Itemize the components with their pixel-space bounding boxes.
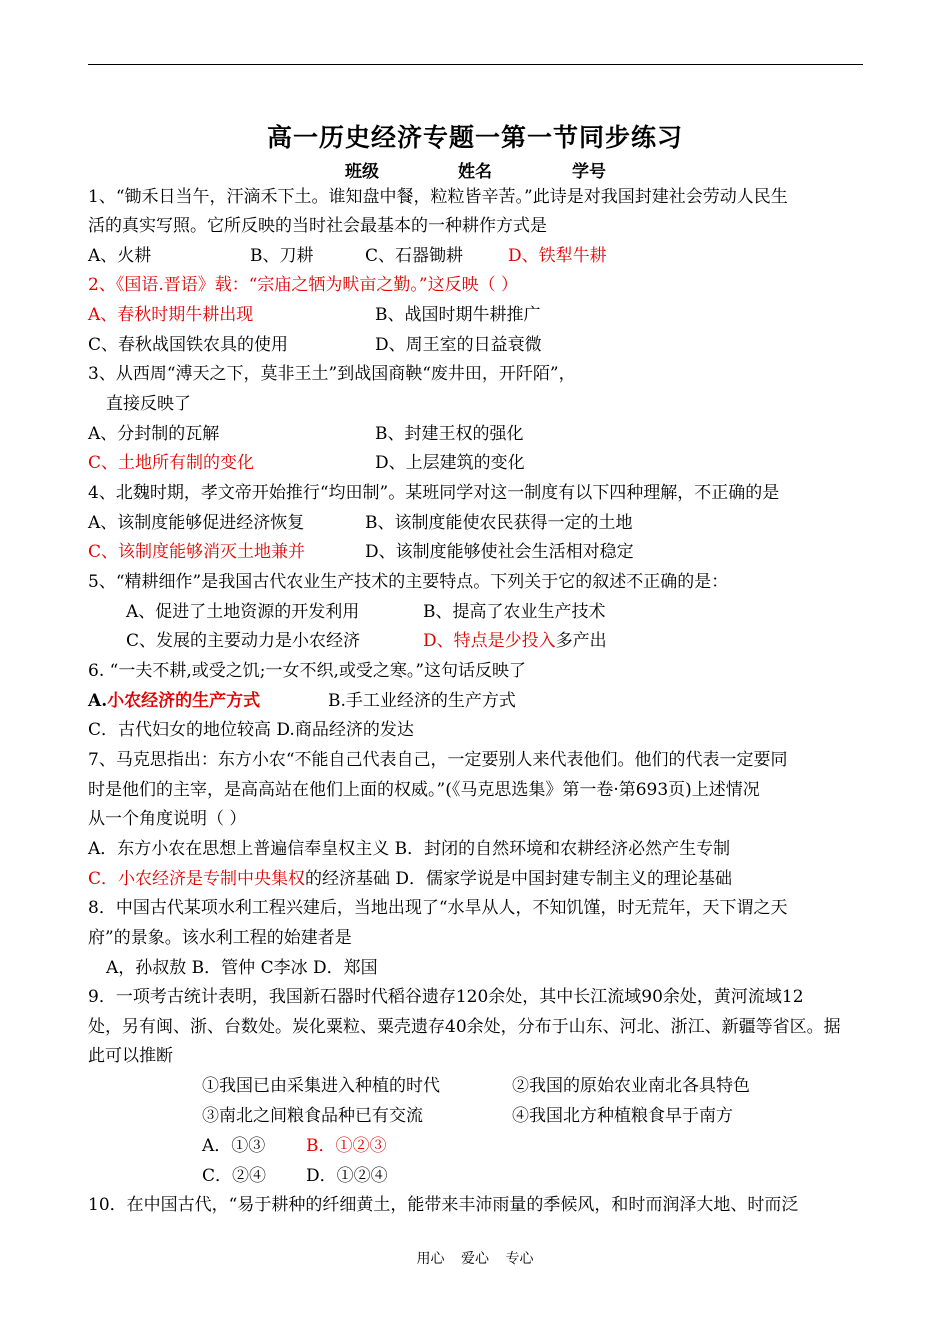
footer-word-2: 爱心 bbox=[461, 1251, 489, 1267]
q8-options: A，孙叔敖 B．管仲 C李冰 D．郑国 bbox=[106, 958, 378, 978]
footer-word-1: 用心 bbox=[416, 1251, 445, 1267]
q1-option-d-answer: D、铁犁牛耕 bbox=[508, 246, 607, 266]
q3-stem-line2: 直接反映了 bbox=[106, 394, 191, 414]
q6-option-cd: C．古代妇女的地位较高 D.商品经济的发达 bbox=[88, 720, 414, 740]
q9-statement-4: ④我国北方种植粮食早于南方 bbox=[512, 1106, 733, 1126]
q1-option-a: A、火耕 bbox=[88, 246, 152, 266]
q4-option-d: D、该制度能够使社会生活相对稳定 bbox=[365, 542, 634, 562]
q2-option-a-answer: A、春秋时期牛耕出现 bbox=[88, 305, 254, 325]
q9-stem-line3: 此可以推断 bbox=[88, 1046, 173, 1066]
q9-stem-line1: 9．一项考古统计表明，我国新石器时代稻谷遗存120余处，其中长江流域90余处，黄河流域12 bbox=[88, 987, 804, 1007]
q1-stem-line1: 1、“锄禾日当午，汗滴禾下土。谁知盘中餐，粒粒皆辛苦。”此诗是对我国封建社会劳动人民生 bbox=[88, 187, 788, 207]
q4-option-a: A、该制度能够促进经济恢复 bbox=[88, 513, 305, 533]
q5-option-a: A、促进了土地资源的开发利用 bbox=[126, 602, 360, 622]
q3-option-a: A、分封制的瓦解 bbox=[88, 424, 220, 444]
q5-option-c: C、发展的主要动力是小农经济 bbox=[126, 631, 361, 651]
q9-statement-1: ①我国已由采集进入种植的时代 bbox=[202, 1076, 440, 1096]
q9-option-a: A．①③ bbox=[202, 1136, 266, 1156]
q2-option-c: C、春秋战国铁农具的使用 bbox=[88, 335, 289, 355]
q6-stem: 6. “一夫不耕,或受之饥;一女不织,或受之寒。”这句话反映了 bbox=[88, 661, 527, 681]
q5-option-d-answer: D、特点是少投入 bbox=[423, 631, 556, 651]
q7-option-cd bbox=[88, 868, 732, 890]
q2-option-d: D、周王室的日益衰微 bbox=[375, 335, 542, 355]
q7-option-c-answer: C．小农经济是专制中央集权 bbox=[88, 869, 306, 889]
q9-stem-line2: 处，另有闽、浙、台数处。炭化粟粒、粟壳遗存40余处，分布于山东、河北、浙江、新疆等省区。据 bbox=[88, 1017, 841, 1037]
q7-stem-line1: 7、马克思指出：东方小农“不能自己代表自己，一定要别人来代表他们。他们的代表一定要同 bbox=[88, 750, 788, 770]
q9-statement-2: ②我国的原始农业南北各具特色 bbox=[512, 1076, 750, 1096]
page-footer bbox=[0, 1248, 950, 1268]
q7-stem-line2: 时是他们的主宰，是高高站在他们上面的权威。”(《马克思选集》第一卷·第693页)上述情况 bbox=[88, 780, 760, 800]
q3-stem-line1: 3、从西周“溥天之下，莫非王土”到战国商鞅“废井田，开阡陌”， bbox=[88, 364, 576, 384]
q1-option-c: C、石器锄耕 bbox=[365, 246, 464, 266]
q7-stem-line3: 从一个角度说明（ ） bbox=[88, 809, 247, 829]
number-field-label: 学号 bbox=[572, 162, 606, 182]
q3-option-c-answer: C、土地所有制的变化 bbox=[88, 453, 255, 473]
q9-option-b-answer: B．①②③ bbox=[306, 1136, 387, 1156]
q1-stem-line2: 活的真实写照。它所反映的当时社会最基本的一种耕作方式是 bbox=[88, 216, 547, 236]
q9-option-c: C．②④ bbox=[202, 1166, 267, 1186]
q8-stem-line1: 8．中国古代某项水利工程兴建后，当地出现了“水旱从人，不知饥馑，时无荒年，天下谓之天 bbox=[88, 898, 788, 918]
q5-stem: 5、“精耕细作”是我国古代农业生产技术的主要特点。下列关于它的叙述不正确的是： bbox=[88, 572, 729, 592]
page-title: 高一历史经济专题一第一节同步练习 bbox=[266, 123, 683, 152]
q4-stem: 4、北魏时期，孝文帝开始推行“均田制”。某班同学对这一制度有以下四种理解，不正确的是 bbox=[88, 483, 780, 503]
header-rule bbox=[88, 64, 863, 65]
q6-option-b: B.手工业经济的生产方式 bbox=[328, 691, 516, 711]
q2-option-b: B、战国时期牛耕推广 bbox=[375, 305, 541, 325]
q3-option-d: D、上层建筑的变化 bbox=[375, 453, 525, 473]
q1-option-b: B、刀耕 bbox=[250, 246, 314, 266]
q3-option-b: B、封建王权的强化 bbox=[375, 424, 524, 444]
class-field-label: 班级 bbox=[345, 162, 379, 182]
q9-statement-3: ③南北之间粮食品种已有交流 bbox=[202, 1106, 423, 1126]
q5-option-d-rest: 多产出 bbox=[555, 631, 607, 651]
q7-option-ab: A．东方小农在思想上普遍信奉皇权主义 B．封闭的自然环境和农耕经济必然产生专制 bbox=[88, 839, 731, 859]
q4-option-b: B、该制度能使农民获得一定的土地 bbox=[365, 513, 633, 533]
name-field-label: 姓名 bbox=[458, 162, 492, 182]
q5-option-b: B、提高了农业生产技术 bbox=[423, 602, 606, 622]
q6-option-a-prefix: A. bbox=[88, 691, 108, 711]
q10-stem-line1: 10．在中国古代，“易于耕种的纤细黄土，能带来丰沛雨量的季候风，和时而润泽大地、时而泛 bbox=[88, 1195, 799, 1215]
q2-stem: 2、《国语.晋语》载：“宗庙之牺为畎亩之勤。”这反映（ ） bbox=[88, 275, 519, 295]
q6-option-a-answer: 小农经济的生产方式 bbox=[107, 691, 261, 711]
q8-stem-line2: 府”的景象。该水利工程的始建者是 bbox=[88, 928, 352, 948]
q7-option-c-rest: 的经济基础 D．儒家学说是中国封建专制主义的理论基础 bbox=[305, 869, 733, 889]
q5-option-d bbox=[423, 630, 607, 652]
q9-option-d: D．①②④ bbox=[306, 1166, 388, 1186]
q6-option-a bbox=[88, 690, 260, 712]
q4-option-c-answer: C、该制度能够消灭土地兼并 bbox=[88, 542, 306, 562]
footer-word-3: 专心 bbox=[505, 1251, 534, 1267]
